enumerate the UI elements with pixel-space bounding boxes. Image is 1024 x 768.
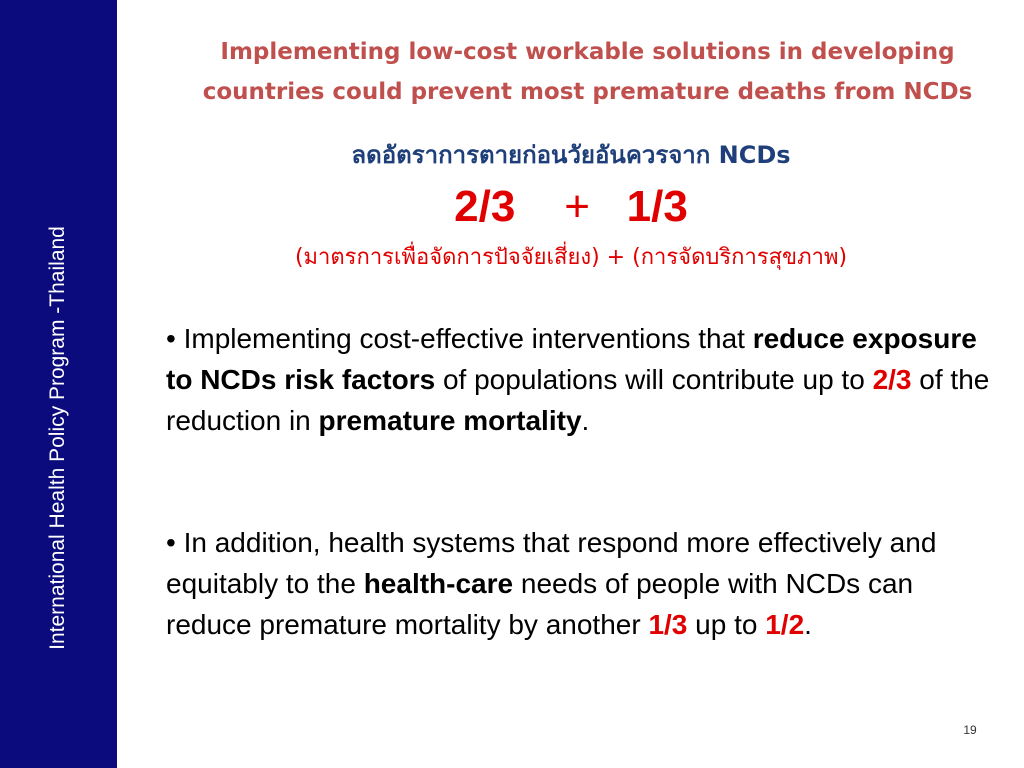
bullet-marker: •	[166, 527, 176, 558]
slide-title-line-2: countries could prevent most premature deaths from NCDs	[202, 79, 973, 105]
bullet-health-systems	[166, 522, 996, 645]
bullet-fraction: 2/3	[872, 364, 912, 395]
fraction-health-services: 1/3	[626, 182, 688, 231]
bullet-text: of the reduction in	[166, 364, 990, 436]
bullet-fraction: 1/3	[648, 609, 688, 640]
bullet-text: .	[804, 609, 812, 640]
slide-title	[150, 32, 1024, 112]
bullet-risk-factors	[166, 318, 996, 441]
page-number: 19	[963, 723, 977, 737]
bullet-text: needs of people with NCDs can reduce premature mortality by another	[166, 568, 914, 640]
plus-sign: +	[564, 182, 590, 231]
thai-heading: ลดอัตราการตายก่อนวัยอันควรจาก NCDs	[351, 141, 791, 169]
bullet-text: Implementing cost-effective interventions that	[175, 323, 753, 354]
bullet-text: up to	[687, 609, 766, 640]
bullet-emphasis: premature mortality	[318, 405, 582, 436]
thai-subheading: (มาตรการเพื่อจัดการปัจจัยเสี่ยง) + (การจัดบริการสุขภาพ)	[294, 245, 848, 270]
sidebar	[0, 0, 117, 768]
bullet-emphasis: reduce exposure to NCDs risk factors	[166, 323, 977, 395]
bullet-fraction: 1/2	[765, 609, 805, 640]
bullet-marker: •	[166, 323, 176, 354]
bullet-text: .	[581, 405, 590, 436]
slide-title-line-1: Implementing low-cost workable solutions in developing	[220, 39, 955, 65]
fractions-row	[130, 182, 1012, 232]
sidebar-program-label: International Health Policy Program -Thailand	[46, 226, 69, 650]
fraction-risk-factors: 2/3	[454, 182, 516, 231]
bullet-text: In addition, health systems that respond more effectively and equitably to the	[166, 527, 937, 599]
bullet-emphasis: health-care	[363, 568, 514, 599]
bullet-text: of populations will contribute up to	[435, 364, 873, 395]
